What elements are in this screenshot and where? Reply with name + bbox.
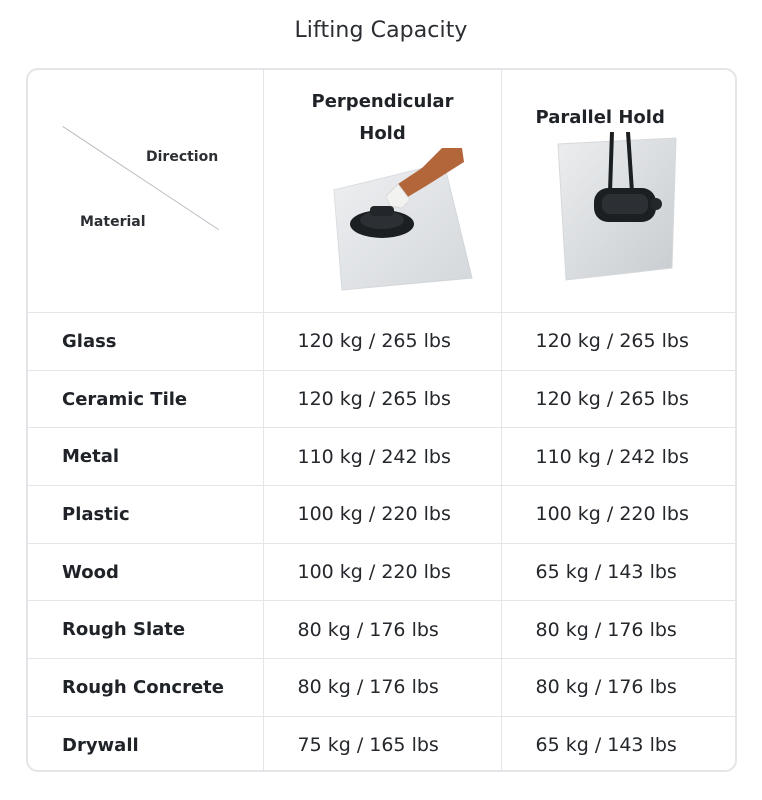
perpendicular-hold-photo — [294, 148, 474, 302]
page-title: Lifting Capacity — [294, 18, 468, 43]
table-row — [28, 370, 737, 428]
direction-label: Direction — [146, 149, 219, 165]
parallel-value-cell: 120 kg / 265 lbs — [501, 370, 737, 428]
parallel-hold-label: Parallel Hold — [535, 107, 665, 128]
material-cell: Plastic — [28, 486, 263, 544]
parallel-value-cell: 80 kg / 176 lbs — [501, 659, 737, 717]
material-cell: Glass — [28, 313, 263, 371]
parallel-value-cell: 65 kg / 143 lbs — [501, 716, 737, 772]
perpendicular-value-cell: 80 kg / 176 lbs — [263, 601, 501, 659]
perpendicular-hold-label: Perpendicular Hold — [311, 91, 454, 144]
parallel-value-cell: 100 kg / 220 lbs — [501, 486, 737, 544]
header-corner-cell — [28, 70, 263, 313]
parallel-value-cell: 65 kg / 143 lbs — [501, 543, 737, 601]
material-cell: Rough Concrete — [28, 659, 263, 717]
parallel-hold-photo — [552, 132, 682, 286]
table-row — [28, 543, 737, 601]
perpendicular-value-cell: 80 kg / 176 lbs — [263, 659, 501, 717]
header-parallel-cell — [501, 70, 737, 313]
table-header-row — [28, 70, 737, 313]
table-row — [28, 716, 737, 772]
perpendicular-value-cell: 120 kg / 265 lbs — [263, 370, 501, 428]
table-row — [28, 486, 737, 544]
material-label: Material — [80, 214, 146, 230]
material-cell: Rough Slate — [28, 601, 263, 659]
perpendicular-value-cell: 75 kg / 165 lbs — [263, 716, 501, 772]
perpendicular-value-cell: 100 kg / 220 lbs — [263, 543, 501, 601]
material-cell: Ceramic Tile — [28, 370, 263, 428]
capacity-table — [28, 70, 737, 772]
perpendicular-value-cell: 110 kg / 242 lbs — [263, 428, 501, 486]
material-cell: Wood — [28, 543, 263, 601]
table-row — [28, 659, 737, 717]
perpendicular-value-cell: 120 kg / 265 lbs — [263, 313, 501, 371]
parallel-value-cell: 110 kg / 242 lbs — [501, 428, 737, 486]
header-perpendicular-cell — [263, 70, 501, 313]
material-cell: Metal — [28, 428, 263, 486]
lifting-capacity-table — [26, 68, 737, 772]
table-row — [28, 313, 737, 371]
table-row — [28, 601, 737, 659]
perpendicular-value-cell: 100 kg / 220 lbs — [263, 486, 501, 544]
parallel-value-cell: 80 kg / 176 lbs — [501, 601, 737, 659]
parallel-value-cell: 120 kg / 265 lbs — [501, 313, 737, 371]
material-cell: Drywall — [28, 716, 263, 772]
table-row — [28, 428, 737, 486]
